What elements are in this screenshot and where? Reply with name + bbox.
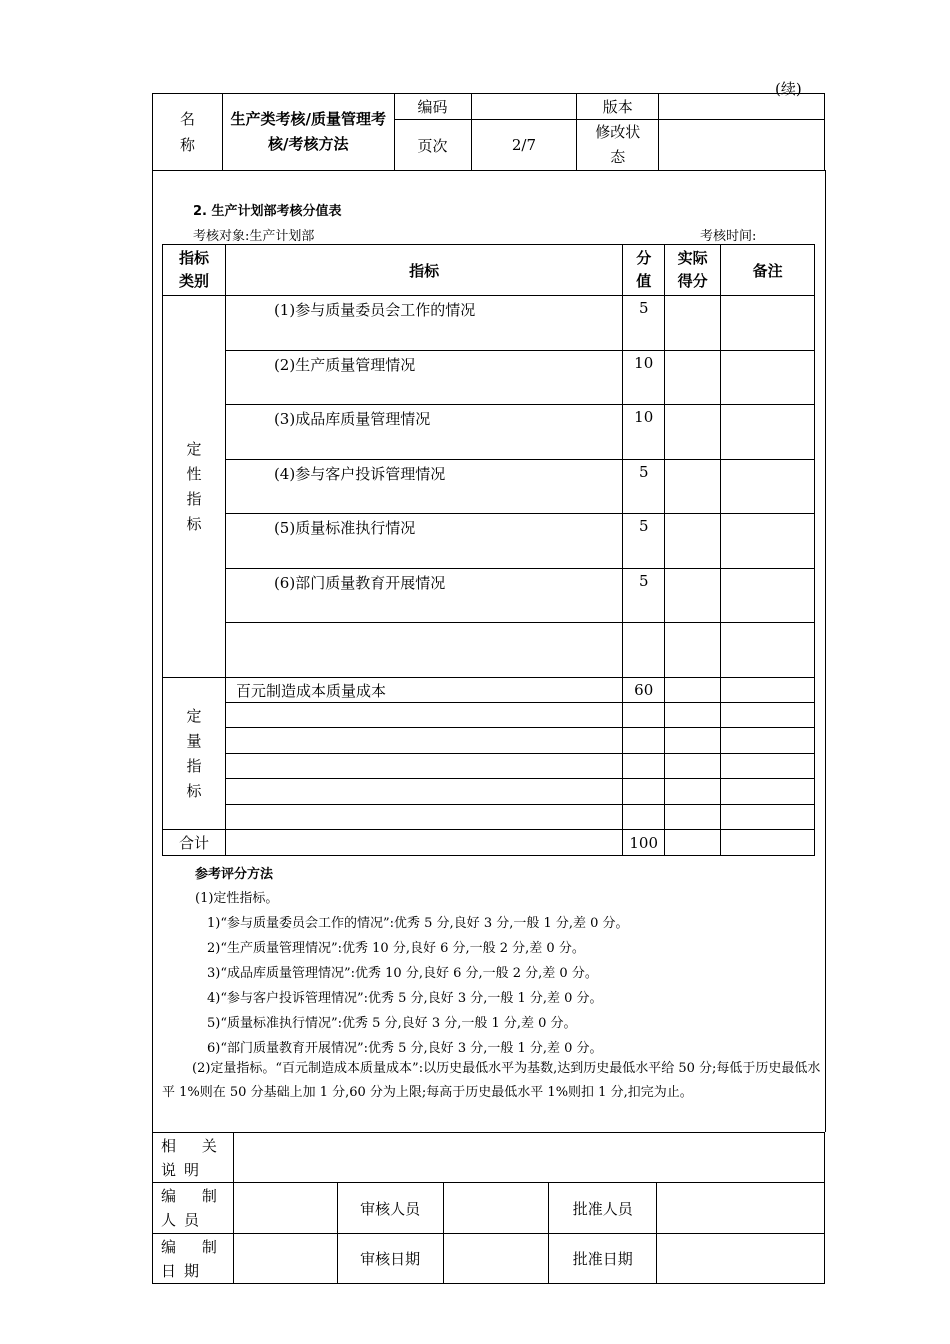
code-value	[471, 94, 577, 120]
score-cell: 60	[623, 678, 665, 703]
score-cell	[623, 754, 665, 779]
score-cell	[623, 623, 665, 678]
review-date-label: 审核日期	[337, 1234, 443, 1284]
indicator-cell: 百元制造成本质量成本	[225, 678, 622, 703]
actual-cell	[665, 514, 721, 569]
remark-cell	[721, 569, 815, 623]
total-score: 100	[623, 830, 665, 856]
indicator-cell	[225, 623, 622, 678]
edit-date-value	[233, 1234, 337, 1284]
score-cell	[623, 779, 665, 805]
actual-cell	[665, 805, 721, 830]
indicator-cell	[225, 779, 622, 805]
method-item: 2)“生产质量管理情况”:优秀 10 分,良好 6 分,一般 2 分,差 0 分。	[207, 941, 585, 956]
remark-cell	[721, 296, 815, 351]
indicator-cell: (5)质量标准执行情况	[225, 514, 622, 569]
indicator-cell: (6)部门质量教育开展情况	[225, 569, 622, 623]
method-item: 5)“质量标准执行情况”:优秀 5 分,良好 3 分,一般 1 分,差 0 分。	[207, 1016, 577, 1031]
reviewer-label: 审核人员	[337, 1183, 443, 1234]
total-indicator-cell	[225, 830, 622, 856]
actual-cell	[665, 351, 721, 405]
indicator-cell: (3)成品库质量管理情况	[225, 405, 622, 460]
quantitative-label: 定量指标	[163, 678, 226, 830]
assessment-time: 考核时间:	[700, 229, 757, 244]
remark-cell	[721, 460, 815, 514]
remark-cell	[721, 805, 815, 830]
score-cell	[623, 805, 665, 830]
continued-mark: (续)	[775, 80, 802, 98]
document-title: 生产类考核/质量管理考核/考核方法	[222, 94, 394, 171]
approve-date-value	[657, 1234, 825, 1284]
version-label: 版本	[577, 94, 659, 120]
method-item: 4)“参与客户投诉管理情况”:优秀 5 分,良好 3 分,一般 1 分,差 0 分。	[207, 991, 603, 1006]
actual-cell	[665, 460, 721, 514]
status-value	[659, 120, 825, 171]
remark-cell	[721, 703, 815, 728]
indicator-cell	[225, 703, 622, 728]
qualitative-label: 定性指标	[163, 296, 226, 678]
approver-value	[657, 1183, 825, 1234]
actual-cell	[665, 779, 721, 805]
actual-cell	[665, 728, 721, 754]
code-label: 编码	[394, 94, 471, 120]
related-label: 相关说明	[153, 1133, 234, 1183]
score-cell: 5	[623, 296, 665, 351]
remark-cell	[721, 405, 815, 460]
score-cell	[623, 703, 665, 728]
indicator-cell	[225, 805, 622, 830]
actual-cell	[665, 678, 721, 703]
assessment-target: 考核对象:生产计划部	[193, 229, 315, 244]
header-actual: 实际得分	[665, 245, 721, 296]
score-table	[162, 244, 815, 856]
score-cell: 5	[623, 514, 665, 569]
remark-cell	[721, 351, 815, 405]
header-table	[152, 93, 825, 171]
status-label: 修改状态	[577, 120, 659, 171]
actual-cell	[665, 623, 721, 678]
indicator-cell	[225, 728, 622, 754]
remark-cell	[721, 728, 815, 754]
indicator-cell: (1)参与质量委员会工作的情况	[225, 296, 622, 351]
actual-cell	[665, 754, 721, 779]
score-cell	[623, 728, 665, 754]
remark-cell	[721, 779, 815, 805]
total-label: 合计	[163, 830, 226, 856]
indicator-cell	[225, 754, 622, 779]
name-label: 名 称	[153, 94, 223, 171]
method-title: 参考评分方法	[195, 867, 274, 882]
page-label: 页次	[394, 120, 471, 171]
remark-cell	[721, 754, 815, 779]
header-remark: 备注	[721, 245, 815, 296]
actual-cell	[665, 405, 721, 460]
remark-cell	[721, 623, 815, 678]
version-value	[659, 94, 825, 120]
quantitative-method-paragraph: (2)定量指标。“百元制造成本质量成本”:以历史最低水平为基数,达到历史最低水平给 50 分;每低于历史最低水平 1%则在 50 分基础上加 1 分,60 分为上限;每高于历史最低水平 1%则扣 1 分,扣完为止。	[162, 1061, 821, 1100]
actual-cell	[665, 569, 721, 623]
page-value: 2/7	[471, 120, 577, 171]
score-cell: 5	[623, 460, 665, 514]
footer-table	[152, 1132, 825, 1284]
review-date-value	[443, 1234, 549, 1284]
method-item: 6)“部门质量教育开展情况”:优秀 5 分,良好 3 分,一般 1 分,差 0 分。	[207, 1041, 603, 1056]
remark-cell	[721, 678, 815, 703]
indicator-cell: (2)生产质量管理情况	[225, 351, 622, 405]
score-cell: 10	[623, 405, 665, 460]
total-remark-cell	[721, 830, 815, 856]
total-actual-cell	[665, 830, 721, 856]
header-indicator: 指标	[225, 245, 622, 296]
header-category: 指标类别	[163, 245, 226, 296]
indicator-cell: (4)参与客户投诉管理情况	[225, 460, 622, 514]
approver-label: 批准人员	[549, 1183, 657, 1234]
reviewer-value	[443, 1183, 549, 1234]
remark-cell	[721, 514, 815, 569]
editor-value	[233, 1183, 337, 1234]
approve-date-label: 批准日期	[549, 1234, 657, 1284]
section-title: 2. 生产计划部考核分值表	[193, 204, 342, 219]
method-item: 1)“参与质量委员会工作的情况”:优秀 5 分,良好 3 分,一般 1 分,差 0 分。	[207, 916, 629, 931]
actual-cell	[665, 703, 721, 728]
related-value	[233, 1133, 824, 1183]
editor-label: 编制人员	[153, 1183, 234, 1234]
score-cell: 5	[623, 569, 665, 623]
method-item: 3)“成品库质量管理情况”:优秀 10 分,良好 6 分,一般 2 分,差 0 分。	[207, 966, 598, 981]
qualitative-heading: (1)定性指标。	[195, 891, 279, 906]
edit-date-label: 编制日期	[153, 1234, 234, 1284]
header-score: 分值	[623, 245, 665, 296]
actual-cell	[665, 296, 721, 351]
score-cell: 10	[623, 351, 665, 405]
